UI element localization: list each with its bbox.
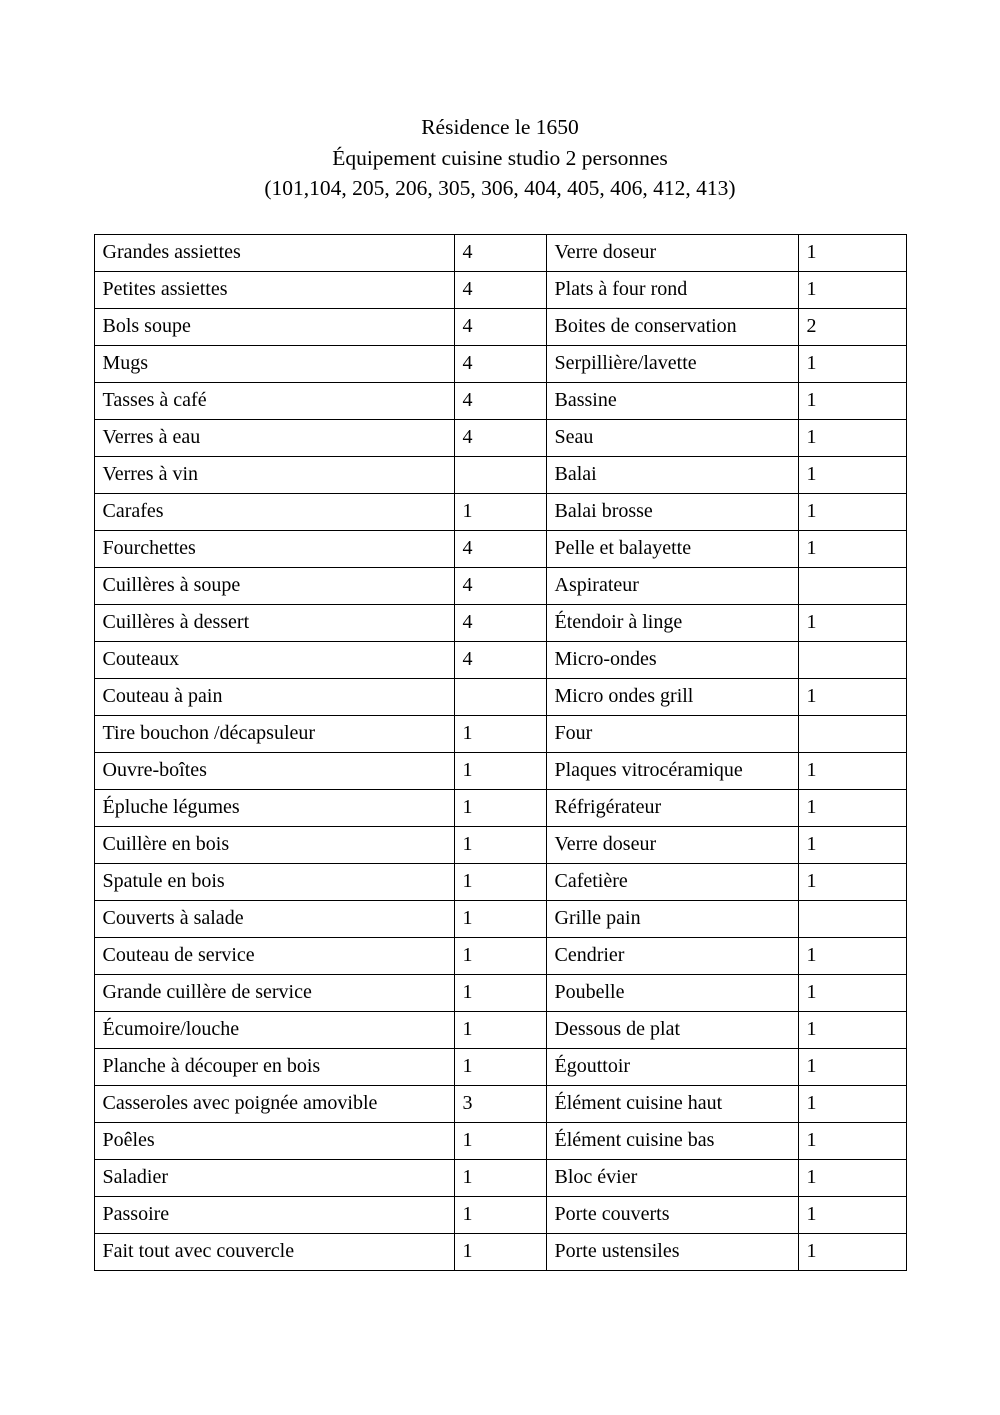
cell-left-qty: 1 <box>454 900 546 937</box>
table-row <box>94 1085 906 1122</box>
cell-left-item: Petites assiettes <box>94 271 454 308</box>
cell-right-qty: 1 <box>798 974 906 1011</box>
cell-right-item: Porte couverts <box>546 1196 798 1233</box>
cell-left-item: Cuillère en bois <box>94 826 454 863</box>
cell-left-qty: 1 <box>454 863 546 900</box>
cell-right-item: Boites de conservation <box>546 308 798 345</box>
cell-left-qty: 1 <box>454 826 546 863</box>
cell-left-qty: 1 <box>454 1011 546 1048</box>
cell-left-item: Tasses à café <box>94 382 454 419</box>
table-row <box>94 752 906 789</box>
table-row <box>94 271 906 308</box>
cell-right-qty <box>798 900 906 937</box>
cell-left-item: Poêles <box>94 1122 454 1159</box>
table-row <box>94 234 906 271</box>
table-row <box>94 345 906 382</box>
cell-left-item: Cuillères à dessert <box>94 604 454 641</box>
cell-right-item: Plats à four rond <box>546 271 798 308</box>
cell-right-qty: 1 <box>798 789 906 826</box>
table-row <box>94 1233 906 1270</box>
cell-right-item: Élément cuisine haut <box>546 1085 798 1122</box>
cell-right-item: Dessous de plat <box>546 1011 798 1048</box>
cell-left-item: Couteau à pain <box>94 678 454 715</box>
cell-right-qty: 1 <box>798 826 906 863</box>
cell-left-item: Spatule en bois <box>94 863 454 900</box>
cell-right-item: Réfrigérateur <box>546 789 798 826</box>
title-line-equipment: Équipement cuisine studio 2 personnes <box>332 145 668 170</box>
cell-left-item: Carafes <box>94 493 454 530</box>
cell-left-qty <box>454 456 546 493</box>
cell-right-item: Pelle et balayette <box>546 530 798 567</box>
cell-left-item: Épluche légumes <box>94 789 454 826</box>
cell-left-qty: 4 <box>454 308 546 345</box>
cell-left-item: Couteaux <box>94 641 454 678</box>
table-row <box>94 678 906 715</box>
cell-left-qty: 4 <box>454 271 546 308</box>
cell-left-item: Planche à découper en bois <box>94 1048 454 1085</box>
cell-right-qty: 1 <box>798 678 906 715</box>
cell-left-item: Grandes assiettes <box>94 234 454 271</box>
table-row <box>94 1159 906 1196</box>
cell-left-item: Tire bouchon /décapsuleur <box>94 715 454 752</box>
document-title-block <box>0 0 1000 204</box>
cell-right-qty: 1 <box>798 234 906 271</box>
cell-left-item: Saladier <box>94 1159 454 1196</box>
cell-left-qty: 4 <box>454 382 546 419</box>
table-row <box>94 419 906 456</box>
cell-right-qty: 1 <box>798 752 906 789</box>
cell-left-item: Couteau de service <box>94 937 454 974</box>
cell-right-item: Étendoir à linge <box>546 604 798 641</box>
table-row <box>94 1122 906 1159</box>
table-row <box>94 456 906 493</box>
title-line-residence: Résidence le 1650 <box>421 115 579 139</box>
cell-left-qty: 1 <box>454 1159 546 1196</box>
table-row <box>94 826 906 863</box>
cell-left-item: Ouvre-boîtes <box>94 752 454 789</box>
cell-right-item: Micro ondes grill <box>546 678 798 715</box>
cell-right-item: Cendrier <box>546 937 798 974</box>
cell-right-qty: 1 <box>798 271 906 308</box>
cell-left-qty: 1 <box>454 493 546 530</box>
cell-right-qty <box>798 641 906 678</box>
cell-right-item: Four <box>546 715 798 752</box>
cell-left-qty: 1 <box>454 1196 546 1233</box>
cell-left-item: Fait tout avec couvercle <box>94 1233 454 1270</box>
equipment-table-body <box>94 234 906 1270</box>
table-row <box>94 530 906 567</box>
cell-left-qty: 1 <box>454 937 546 974</box>
table-row <box>94 715 906 752</box>
cell-right-item: Seau <box>546 419 798 456</box>
cell-right-qty <box>798 715 906 752</box>
table-row <box>94 863 906 900</box>
cell-right-qty: 1 <box>798 419 906 456</box>
cell-right-qty: 1 <box>798 1048 906 1085</box>
cell-left-qty: 4 <box>454 345 546 382</box>
cell-left-qty: 4 <box>454 604 546 641</box>
cell-left-qty: 1 <box>454 789 546 826</box>
cell-right-item: Bloc évier <box>546 1159 798 1196</box>
cell-right-qty: 1 <box>798 1196 906 1233</box>
cell-right-item: Bassine <box>546 382 798 419</box>
cell-left-qty: 3 <box>454 1085 546 1122</box>
cell-left-qty: 1 <box>454 974 546 1011</box>
cell-left-item: Cuillères à soupe <box>94 567 454 604</box>
table-row <box>94 937 906 974</box>
cell-left-item: Bols soupe <box>94 308 454 345</box>
cell-left-item: Mugs <box>94 345 454 382</box>
cell-left-qty: 4 <box>454 641 546 678</box>
cell-left-qty: 1 <box>454 752 546 789</box>
cell-right-item: Élément cuisine bas <box>546 1122 798 1159</box>
cell-left-item: Casseroles avec poignée amovible <box>94 1085 454 1122</box>
cell-right-item: Égouttoir <box>546 1048 798 1085</box>
cell-right-qty: 1 <box>798 382 906 419</box>
cell-left-qty: 4 <box>454 234 546 271</box>
table-row <box>94 567 906 604</box>
table-row <box>94 1196 906 1233</box>
cell-right-qty: 1 <box>798 345 906 382</box>
cell-right-item: Porte ustensiles <box>546 1233 798 1270</box>
cell-right-item: Verre doseur <box>546 826 798 863</box>
cell-right-qty: 1 <box>798 863 906 900</box>
cell-right-item: Serpillière/lavette <box>546 345 798 382</box>
table-row <box>94 974 906 1011</box>
cell-right-item: Balai <box>546 456 798 493</box>
cell-left-item: Grande cuillère de service <box>94 974 454 1011</box>
cell-left-qty <box>454 678 546 715</box>
cell-right-item: Grille pain <box>546 900 798 937</box>
table-row <box>94 382 906 419</box>
cell-right-item: Plaques vitrocéramique <box>546 752 798 789</box>
cell-left-item: Passoire <box>94 1196 454 1233</box>
cell-left-item: Verres à eau <box>94 419 454 456</box>
cell-right-item: Poubelle <box>546 974 798 1011</box>
table-row <box>94 900 906 937</box>
cell-left-qty: 1 <box>454 1122 546 1159</box>
cell-right-item: Micro-ondes <box>546 641 798 678</box>
cell-right-item: Aspirateur <box>546 567 798 604</box>
cell-left-qty: 1 <box>454 1048 546 1085</box>
cell-right-qty: 1 <box>798 604 906 641</box>
title-line-rooms: (101,104, 205, 206, 305, 306, 404, 405, 406, 412, 413) <box>264 176 736 201</box>
cell-right-qty: 1 <box>798 1233 906 1270</box>
cell-left-item: Couverts à salade <box>94 900 454 937</box>
cell-left-item: Fourchettes <box>94 530 454 567</box>
cell-right-item: Verre doseur <box>546 234 798 271</box>
cell-right-item: Balai brosse <box>546 493 798 530</box>
cell-left-qty: 4 <box>454 567 546 604</box>
cell-left-item: Verres à vin <box>94 456 454 493</box>
cell-right-qty <box>798 567 906 604</box>
cell-right-qty: 1 <box>798 530 906 567</box>
cell-right-qty: 2 <box>798 308 906 345</box>
cell-left-item: Écumoire/louche <box>94 1011 454 1048</box>
table-row <box>94 641 906 678</box>
cell-right-qty: 1 <box>798 493 906 530</box>
cell-right-qty: 1 <box>798 1085 906 1122</box>
table-row <box>94 308 906 345</box>
table-row <box>94 493 906 530</box>
cell-right-qty: 1 <box>798 937 906 974</box>
cell-left-qty: 4 <box>454 530 546 567</box>
cell-left-qty: 4 <box>454 419 546 456</box>
cell-left-qty: 1 <box>454 715 546 752</box>
cell-right-qty: 1 <box>798 1159 906 1196</box>
table-row <box>94 1011 906 1048</box>
table-row <box>94 789 906 826</box>
table-row <box>94 604 906 641</box>
equipment-table <box>94 234 907 1271</box>
table-row <box>94 1048 906 1085</box>
cell-right-qty: 1 <box>798 1122 906 1159</box>
cell-right-qty: 1 <box>798 456 906 493</box>
cell-left-qty: 1 <box>454 1233 546 1270</box>
cell-right-item: Cafetière <box>546 863 798 900</box>
cell-right-qty: 1 <box>798 1011 906 1048</box>
